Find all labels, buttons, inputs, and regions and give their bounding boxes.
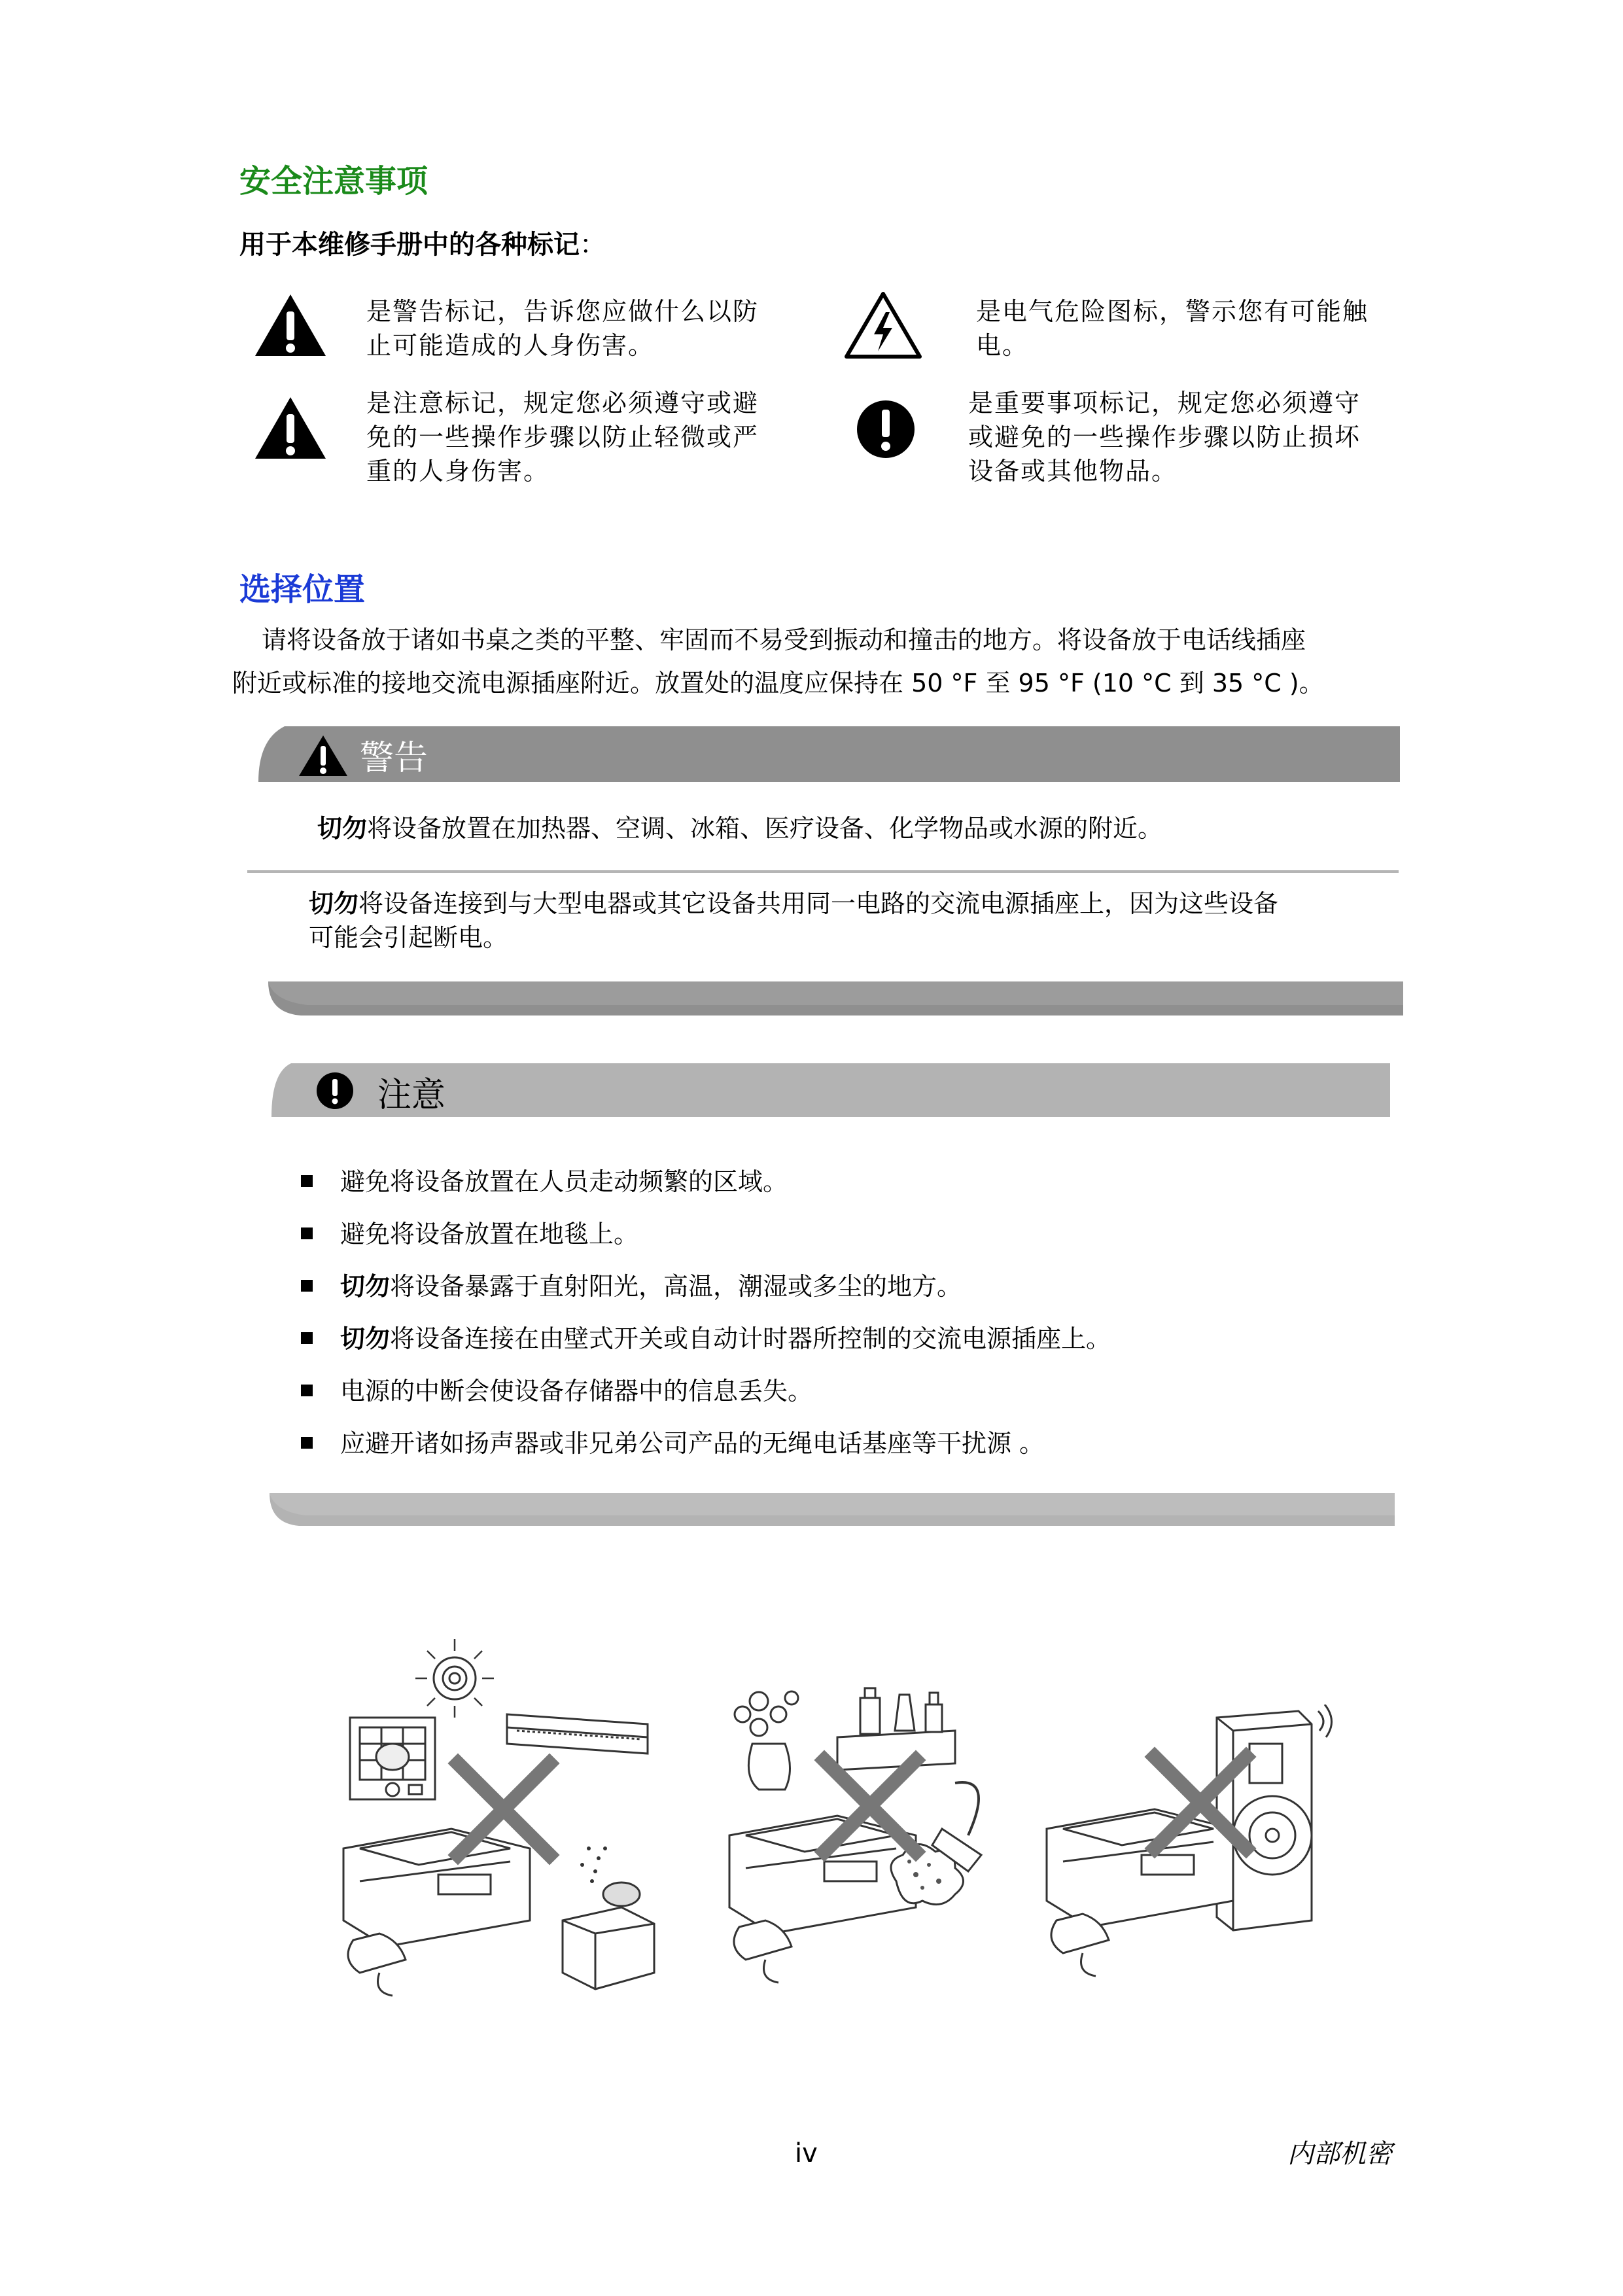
warning-divider bbox=[247, 870, 1399, 873]
page-number: iv bbox=[795, 2138, 818, 2168]
legend-electrical-text: 是电气危险图标，警示您有可能触 电。 bbox=[976, 297, 1369, 360]
legend-caution-text: 是注意标记，规定您必须遵守或避 免的一些操作步骤以防止轻微或严 重的人身伤害。 bbox=[366, 389, 759, 486]
caution-bottom-bar bbox=[270, 1493, 1395, 1526]
flowers-chemicals-dust-printer-illustration bbox=[720, 1685, 1014, 1999]
warning-title: 警告 bbox=[360, 739, 428, 778]
caution-item-4: 切勿将设备连接在由壁式开关或自动计时器所控制的交流电源插座上。 bbox=[301, 1322, 1111, 1356]
section-title-location: 选择位置 bbox=[239, 571, 366, 608]
section-title-safety: 安全注意事项 bbox=[239, 163, 428, 200]
caution-item-3: 切勿将设备暴露于直射阳光，高温，潮湿或多尘的地方。 bbox=[301, 1269, 962, 1303]
electrical-hazard-icon bbox=[844, 291, 922, 359]
caution-item-6: 应避开诸如扬声器或非兄弟公司产品的无绳电话基座等干扰源 。 bbox=[301, 1426, 1044, 1460]
warning-banner bbox=[258, 726, 1400, 782]
location-paragraph: 请将设备放于诸如书桌之类的平整、牢固而不易受到振动和撞击的地方。将设备放于电话线插座 附近或标准的接地交流电源插座附近。放置处的温度应保持在 50 °F 至 95 °F (10 °C 到 35 °C )。 bbox=[232, 626, 1324, 698]
legend-important-text: 是重要事项标记，规定您必须遵守 或避免的一些操作步骤以防止损坏 设备或其他物品。 bbox=[968, 389, 1361, 486]
symbols-subtitle: 用于本维修手册中的各种标记： bbox=[239, 230, 606, 260]
caution-title: 注意 bbox=[377, 1076, 446, 1115]
confidential-label: 内部机密 bbox=[1287, 2139, 1392, 2169]
speaker-printer-illustration bbox=[1037, 1704, 1338, 1992]
caution-triangle-icon bbox=[254, 396, 327, 460]
caution-banner-icon bbox=[316, 1072, 354, 1110]
sun-heater-printer-illustration bbox=[334, 1633, 667, 1999]
caution-item-5: 电源的中断会使设备存储器中的信息丢失。 bbox=[301, 1374, 812, 1408]
important-circle-icon bbox=[856, 399, 916, 459]
warning-triangle-icon bbox=[254, 293, 327, 357]
caution-item-2: 避免将设备放置在地毯上。 bbox=[301, 1217, 638, 1251]
caution-item-1: 避免将设备放置在人员走动频繁的区域。 bbox=[301, 1165, 788, 1199]
warning-banner-icon bbox=[298, 734, 349, 777]
warning-bottom-bar bbox=[268, 981, 1403, 1016]
warning-item-1: 切勿将设备放置在加热器、空调、冰箱、医疗设备、化学物品或水源的附近。 bbox=[317, 814, 1163, 843]
warning-item-2: 切勿将设备连接到与大型电器或其它设备共用同一电路的交流电源插座上，因为这些设备 可能会引起断电。 bbox=[309, 889, 1279, 952]
caution-banner bbox=[271, 1063, 1390, 1117]
legend-warning-text: 是警告标记，告诉您应做什么以防 止可能造成的人身伤害。 bbox=[366, 297, 759, 360]
